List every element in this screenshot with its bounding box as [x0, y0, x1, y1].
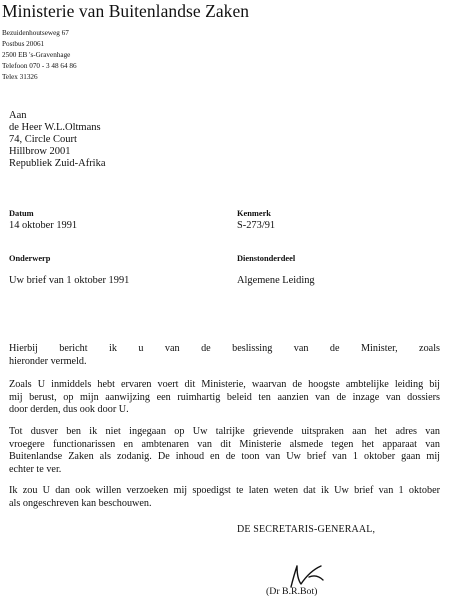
paragraph-line: Ik zou U dan ook willen verzoeken mij spoedigst te laten weten dat ik Uw brief van 1 oktober — [9, 485, 440, 496]
address-telex: Telex 31326 — [2, 73, 38, 81]
signature-title: DE SECRETARIS-GENERAAL, — [237, 524, 376, 535]
body-paragraph-2 — [9, 379, 440, 417]
paragraph-line: hieronder vermeld. — [9, 355, 87, 367]
recipient-city: Hillbrow 2001 — [9, 146, 71, 157]
body-paragraph-3 — [9, 426, 440, 476]
datum-label: Datum — [9, 209, 34, 218]
onderwerp-value: Uw brief van 1 oktober 1991 — [9, 275, 130, 286]
dienstonderdeel-value: Algemene Leiding — [237, 275, 315, 286]
body-paragraph-1 — [9, 343, 440, 368]
paragraph-line: vroegere functionarissen en ambtenaren van dit Ministerie alsmede tegen het apparaat van — [9, 438, 440, 450]
paragraph-line: Hierbij bericht ik u van de beslissing van de Minister, zoals — [9, 343, 440, 354]
paragraph-line: Zoals U inmiddels hebt ervaren voert dit Ministerie, waarvan de hoogste ambtelijke leiding bij — [9, 379, 440, 390]
signatory-name: (Dr B.R.Bot) — [266, 586, 318, 597]
dienstonderdeel-label: Dienstonderdeel — [237, 254, 296, 263]
body-paragraph-4 — [9, 485, 440, 510]
ministry-name: Ministerie van Buitenlandse Zaken — [2, 1, 250, 21]
recipient-country: Republiek Zuid-Afrika — [9, 158, 106, 169]
recipient-street: 74, Circle Court — [9, 134, 77, 145]
address-street: Bezuidenhoutseweg 67 — [2, 29, 69, 37]
address-phone: Telefoon 070 - 3 48 64 86 — [2, 62, 77, 70]
kenmerk-label: Kenmerk — [237, 209, 271, 218]
paragraph-line: door derden, dus ook door U. — [9, 404, 129, 416]
paragraph-line: echter te ver. — [9, 463, 62, 475]
datum-value: 14 oktober 1991 — [9, 220, 78, 231]
recipient-aan: Aan — [9, 110, 27, 121]
paragraph-line: Tot dusver ben ik niet ingegaan op Uw talrijke grievende uitspraken aan het adres van — [9, 426, 440, 437]
paragraph-line: als ongeschreven kan beschouwen. — [9, 497, 152, 509]
address-postal-code: 2500 EB 's-Gravenhage — [2, 51, 71, 59]
paragraph-line: mij berust, op mijn aanwijzing een ruimhartig beleid ten aanzien van de inzage van dossiers — [9, 391, 440, 403]
recipient-name: de Heer W.L.Oltmans — [9, 122, 101, 133]
address-postbus: Postbus 20061 — [2, 40, 45, 48]
onderwerp-label: Onderwerp — [9, 254, 51, 263]
paragraph-line: Buitenlandse Zaken als zodanig. De inhoud en de toon van Uw brief van 1 oktober gaan mij — [9, 451, 440, 463]
kenmerk-value: S-273/91 — [237, 220, 276, 231]
